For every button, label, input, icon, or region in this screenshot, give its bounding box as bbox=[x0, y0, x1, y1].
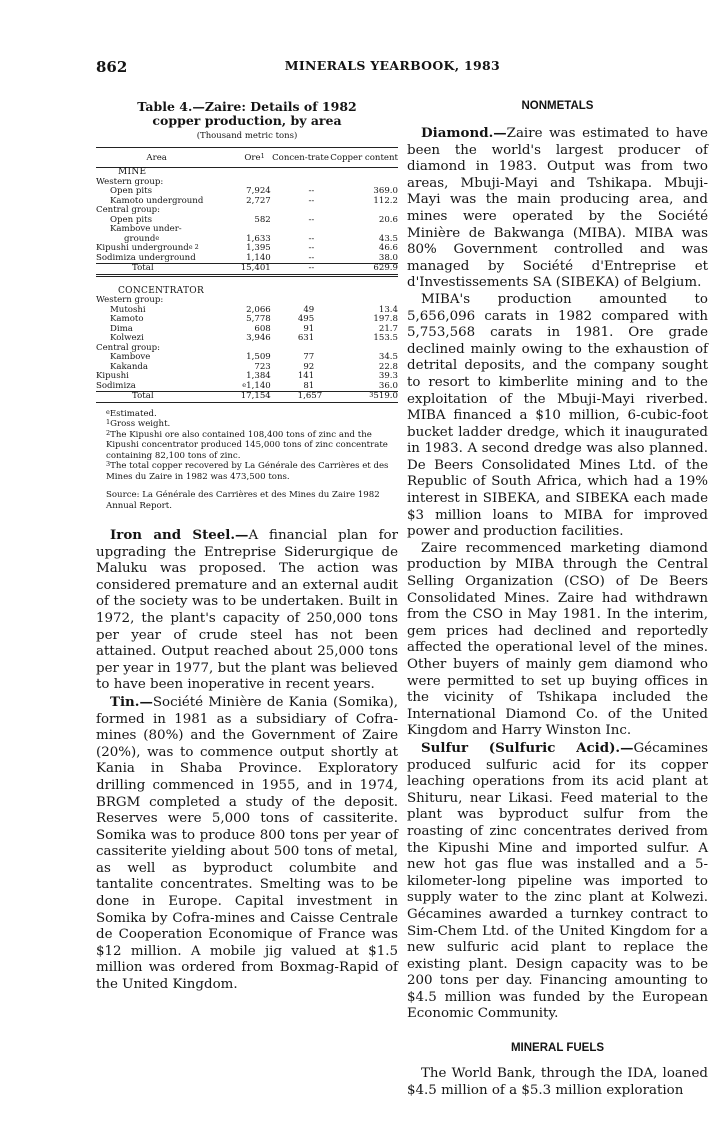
table-row: Kipushi underground$^{e 2}$ 1,395 -- 46.6 bbox=[96, 243, 398, 253]
table-row: Sodimiza $^e$1,140 81 36.0 bbox=[96, 380, 398, 391]
sulfur-paragraph: Sulfur (Sulfuric Acid).—Gécamines produced sulfuric acid for its copper leaching operations from its acid plant at Shituru, near Likasi. Feed material to the plant was byproduct sulfur from the roasting of zinc concentrates derived from the Kipushi Mine and imported sulfur. A new hot gas flue was installed and a 5-kilometer-long pipeline was imported to supply water to the zinc plant at Kolwezi. Gécamines awarded a turnkey contract to Sim-Chem Ltd. of the United Kingdom for a new sulfuric acid plant to replace the existing plant. Design capacity was to be 200 tons per day. Financing amounting to $4.5 million was funded by the European Economic Community. bbox=[407, 739, 708, 1022]
right-body-text bbox=[407, 125, 708, 1023]
running-head: MINERALS YEARBOOK, 1983 bbox=[284, 58, 500, 73]
right-column bbox=[407, 100, 708, 1099]
table-units: (Thousand metric tons) bbox=[196, 131, 298, 141]
table-row: ground$^e$ 1,633 -- 43.5 bbox=[124, 233, 398, 244]
col-ore: Ore$^1$ bbox=[244, 152, 265, 163]
table-row: Central group: bbox=[96, 205, 161, 215]
table-row: Kakanda 723 92 22.8 bbox=[110, 361, 398, 372]
table-row: Central group: bbox=[96, 342, 161, 353]
iron-steel-paragraph: Iron and Steel.—A financial plan for upgrading the Entreprise Siderurgique de Maluku was proposed. The action was considered premature and an external audit of the society was to be undertaken. Built in 1972, the plant's capacity of 250,000 tons per year of crude steel has not been attained. Output reached about 25,000 tons per year in 1977, but the plant was believed to have been inoperative in recent years. bbox=[96, 527, 398, 693]
footnote: $^3$The total copper recovered by La Générale des Carrières et des Mines du Zaire in 1982 was 473,500 tons. bbox=[106, 460, 389, 482]
running-header bbox=[86, 58, 500, 82]
table-row: Sodimiza underground 1,140 -- 38.0 bbox=[96, 252, 398, 263]
diamond-paragraph: Diamond.—Zaire was estimated to have been the world's largest producer of diamond in 1983. Output was from two areas, Mbuji-Mayi and Tshikapa. Mbuji-Mayi was the main producing area, and mines were operated by the Société Minière de Bakwanga (MIBA). MIBA was 80% Government controlled and was managed by Société d'Entreprise et d'Investissements SA (SIBEKA) of Belgium. bbox=[407, 125, 708, 291]
table-row: Mutoshi 2,066 49 13.4 bbox=[110, 304, 398, 315]
col-copper: Copper content bbox=[330, 153, 398, 163]
fuels-body-text bbox=[407, 1066, 708, 1099]
table-title: Table 4.—Zaire: Details of 1982 copper production, by area bbox=[137, 99, 357, 128]
table-footnotes bbox=[96, 409, 398, 483]
table-row: Kamoto 5,778 495 197.8 bbox=[110, 314, 398, 324]
mineral-fuels-heading: MINERAL FUELS bbox=[510, 1042, 605, 1055]
page-number: 862 bbox=[96, 58, 128, 76]
table-total-row: Total 15,401 -- 629.9 bbox=[96, 264, 398, 276]
table-row: Kambove under- bbox=[110, 224, 182, 234]
table-row: Open pits 7,924 -- 369.0 bbox=[110, 186, 398, 196]
table-total-row: Total 17,154 1,657 $^3$519.0 bbox=[96, 392, 398, 403]
nonmetals-heading: NONMETALS bbox=[521, 100, 594, 112]
section-concentrator: CONCENTRATOR bbox=[118, 285, 205, 296]
left-body-text bbox=[96, 527, 398, 994]
table-row: Kambove 1,509 77 34.5 bbox=[110, 352, 398, 362]
table-row: Western group: bbox=[96, 295, 164, 305]
footnote: $^1$Gross weight. bbox=[106, 418, 171, 429]
table-row: Kamoto underground 2,727 -- 112.2 bbox=[110, 195, 398, 206]
diamond-paragraph-2: MIBA's production amounted to 5,656,096 carats in 1982 compared with 5,753,568 carats in 1981. Ore grade declined mainly owing to the exhaustion of detrital deposits, and the company sought to resort to kimberlite mining and to the exploitation of the Mbuji-Mayi riverbed. MIBA financed a $10 million, 6-cubic-foot bucket ladder dredge, which it inaugurated in 1983. A second dredge was also planned. De Beers Consolidated Mines Ltd. of the Republic of South Africa, which had a 19% interest in SIBEKA, and SIBEKA each made $3 million loans to MIBA for improved power and production facilities. bbox=[407, 291, 708, 540]
table-row: Dima 608 91 21.7 bbox=[110, 323, 398, 334]
footnote: $^2$The Kipushi ore also contained 108,400 tons of zinc and the Kipushi concentrator produced 145,000 tons of zinc concentrate containing 82,100 tons of zinc. bbox=[106, 428, 388, 461]
table-row: Kipushi 1,384 141 39.3 bbox=[96, 371, 398, 381]
table-row: Western group: bbox=[96, 176, 164, 187]
section-mine: MINE bbox=[118, 167, 147, 177]
copper-production-table bbox=[96, 147, 398, 403]
fuels-paragraph: The World Bank, through the IDA, loaned $4.5 million of a $5.3 million exploration bbox=[407, 1066, 708, 1098]
footnote: $^e$Estimated. bbox=[106, 407, 157, 419]
left-column bbox=[96, 100, 398, 994]
diamond-paragraph-3: Zaire recommenced marketing diamond production by MIBA through the Central Selling Organization (CSO) of De Beers Consolidated Mines. Zaire had withdrawn from the CSO in May 1981. In the interim, gem prices had declined and reportedly affected the operational level of the mines. Other buyers of mainly gem diamond who were permitted to set up buying offices in the vicinity of Tshikapa included the International Diamond Co. of the United Kingdom and Harry Winston Inc. bbox=[407, 540, 708, 739]
table-header-row bbox=[96, 148, 398, 168]
table-source: Source: La Générale des Carrières et des Mines du Zaire 1982 Annual Report. bbox=[106, 490, 380, 511]
col-area: Area bbox=[146, 153, 167, 163]
table-row: Kolwezi 3,946 631 153.5 bbox=[110, 333, 398, 343]
tin-paragraph: Tin.—Société Minière de Kania (Somika), formed in 1981 as a subsidiary of Cofra-mines (80%) and the Government of Zaire (20%), was to commence output shortly at Kania in Shaba Province. Exploratory drilling commenced in 1955, and in 1974, BRGM completed a study of the deposit. Reserves were 5,000 tons of cassiterite. Somika was to produce 800 tons per year of cassiterite yielding about 500 tons of metal, as well as byproduct columbite and tantalite concentrates. Smelting was to be done in Europe. Capital investment in Somika by Cofra-mines and Caisse Centrale de Cooperation Economique of France was $12 million. A mobile jig valued at $1.5 million was ordered from Boxmag-Rapid of the United Kingdom. bbox=[96, 693, 398, 993]
col-concentrate: Concen-trate bbox=[272, 153, 329, 163]
table-row: Open pits 582 -- 20.6 bbox=[110, 214, 398, 225]
